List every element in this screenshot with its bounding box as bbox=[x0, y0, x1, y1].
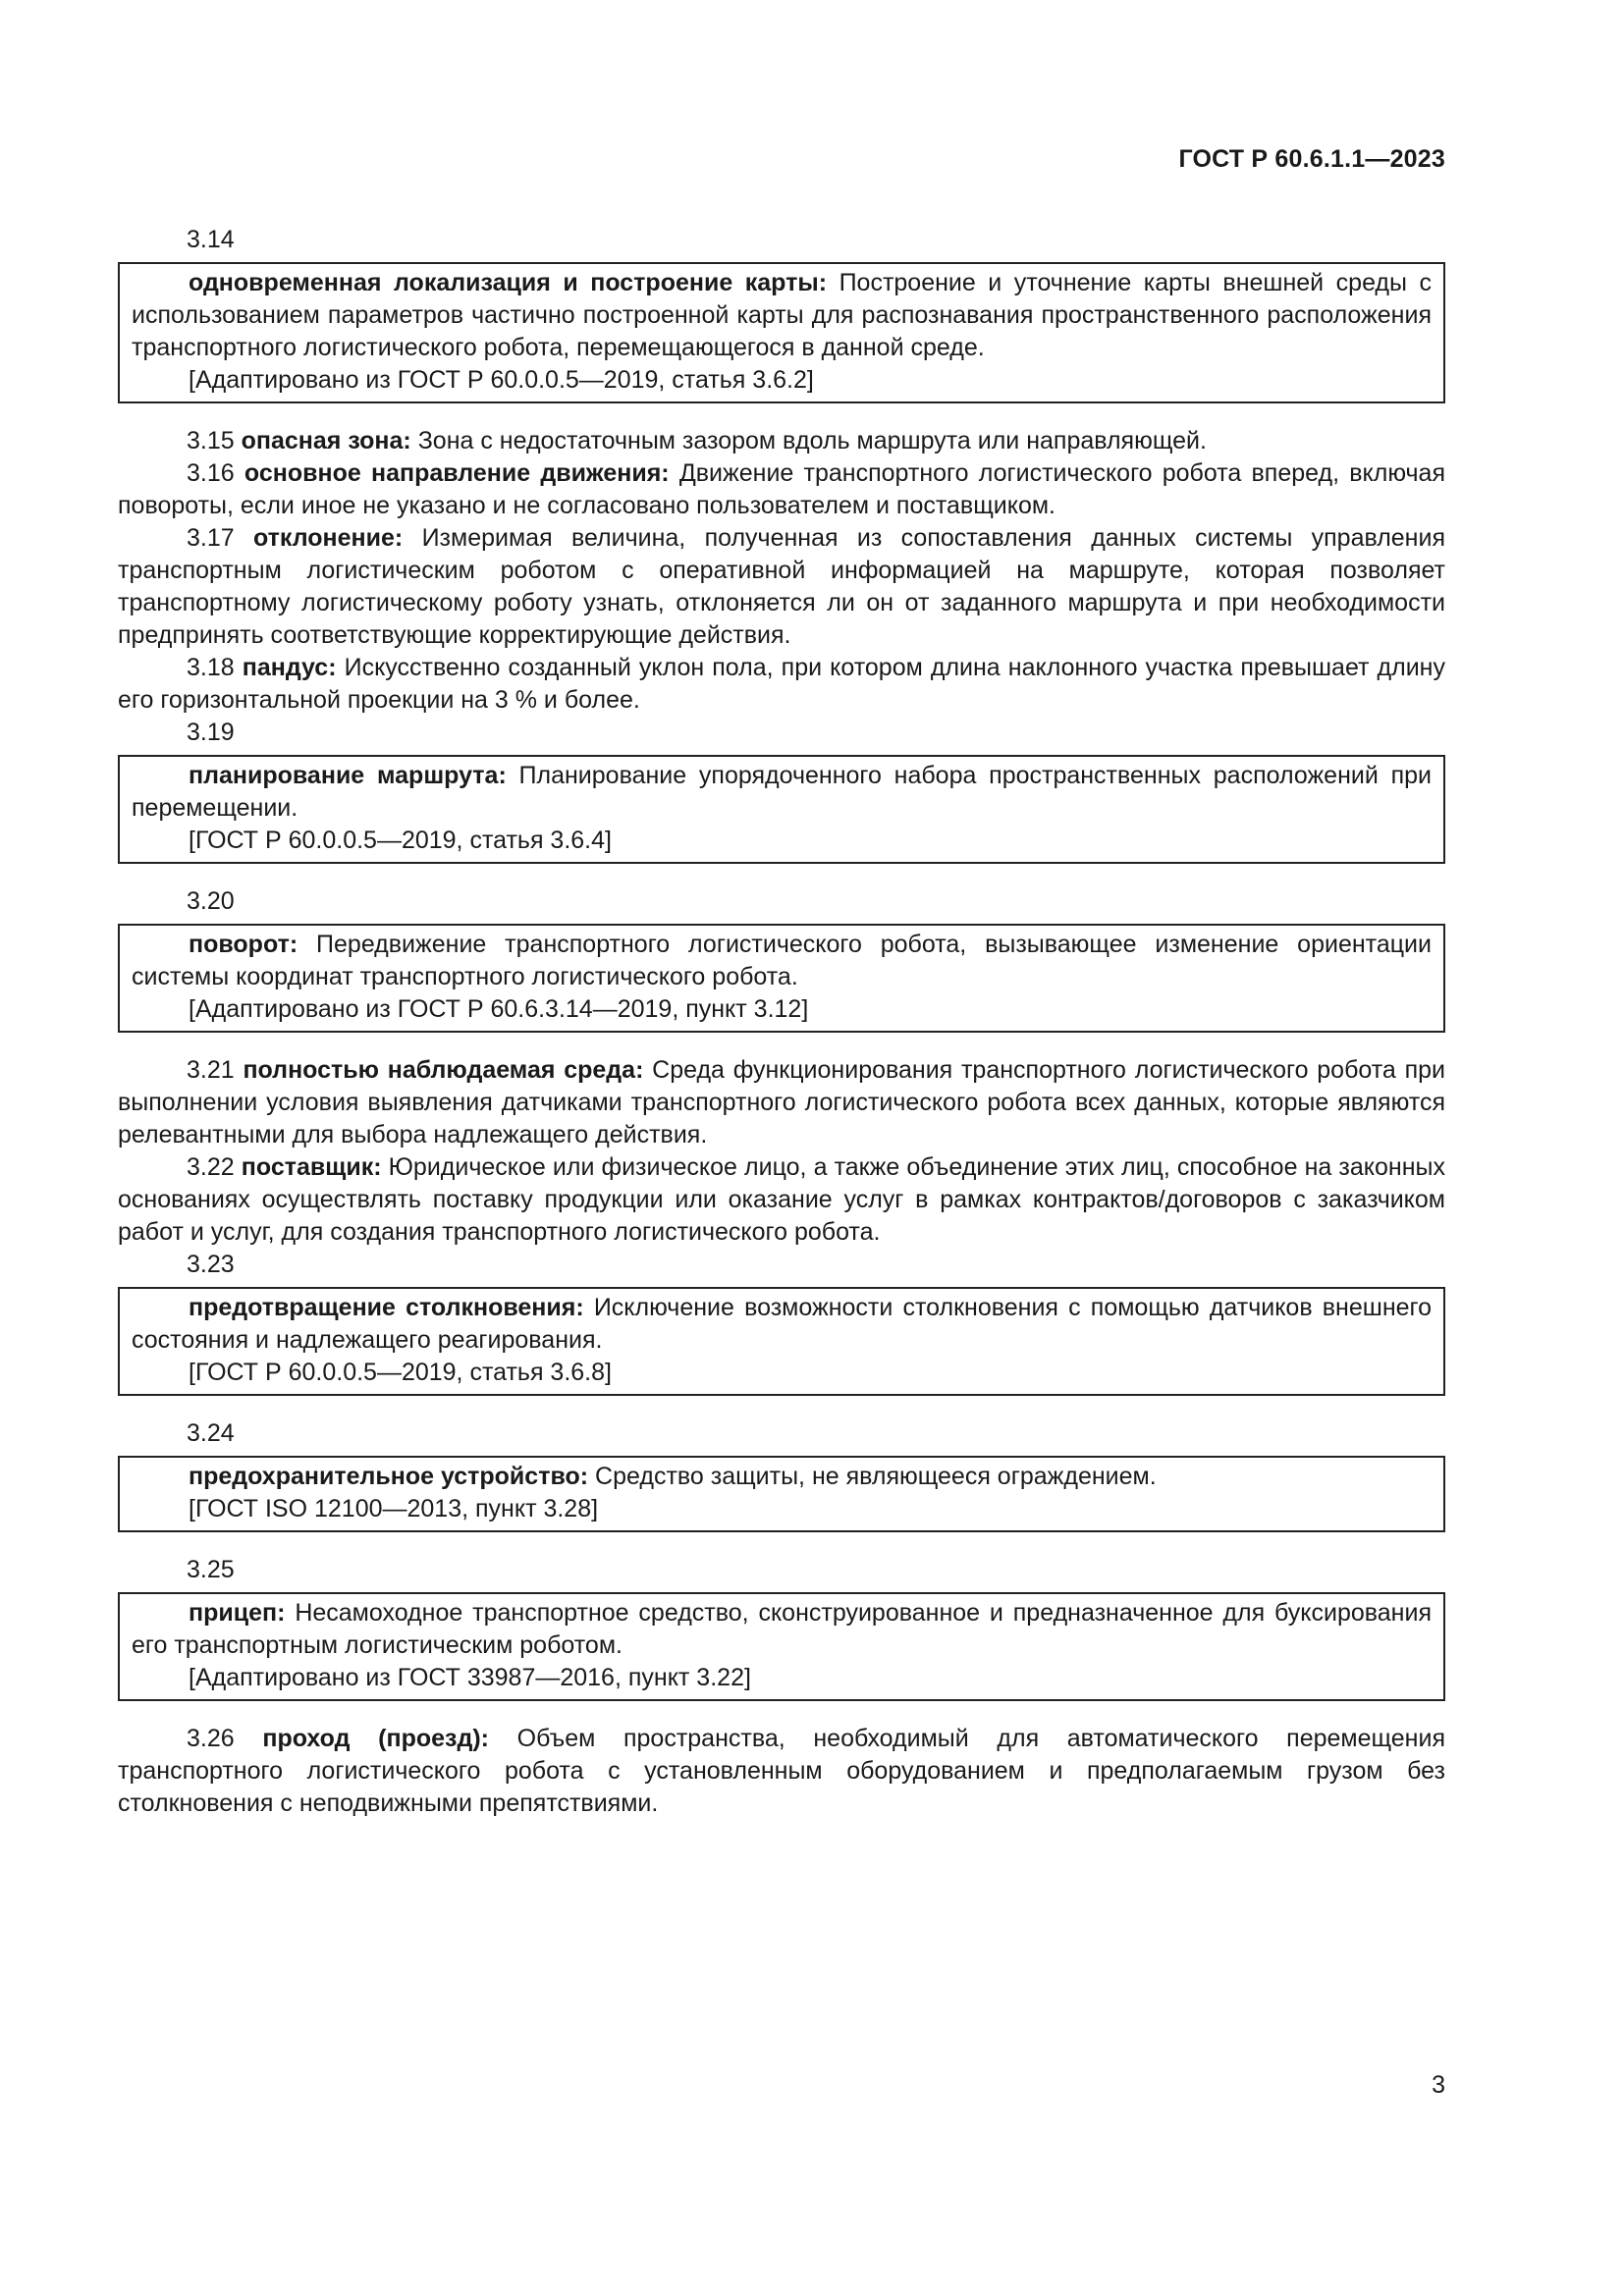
definition-text: Измеримая величина, полученная из сопоставления данных системы управления транспортным логистическим роботом с оперативной информацией на маршруте, которая позволяет транспортному логистическому роботу узнать, отклоняется ли он от заданного маршрута и при необходимости предпринять соответствующие корректирующие действия. bbox=[118, 524, 1445, 649]
entry-number: 3.22 bbox=[187, 1153, 235, 1181]
term-name: поворот: bbox=[189, 931, 298, 958]
term-paragraph bbox=[118, 457, 1445, 522]
term-definition bbox=[132, 1292, 1432, 1357]
term-paragraph bbox=[118, 1054, 1445, 1151]
definition-text: Среда функционирования транспортного логистического робота при выполнении условия выявления датчиками транспортного логистического робота всех данных, которые являются релевантными для выбора надлежащего действия. bbox=[118, 1056, 1445, 1148]
entry-number: 3.20 bbox=[187, 887, 235, 915]
page-content bbox=[118, 224, 1445, 1820]
term-name: основное направление движения: bbox=[244, 459, 670, 487]
term-definition bbox=[132, 267, 1432, 364]
term-box bbox=[118, 1287, 1445, 1396]
definition-text: Объем пространства, необходимый для автоматического перемещения транспортного логистического робота с установленным оборудованием и предполагаемым грузом без столкновения с неподвижными препятствиями. bbox=[118, 1725, 1445, 1817]
term-box bbox=[118, 755, 1445, 864]
term-box bbox=[118, 262, 1445, 403]
term-source: [ГОСТ ISO 12100—2013, пункт 3.28] bbox=[189, 1495, 599, 1522]
definition-text: Движение транспортного логистического робота вперед, включая повороты, если иное не указано и не согласовано пользователем и поставщиком. bbox=[118, 459, 1446, 519]
term-name: полностью наблюдаемая среда: bbox=[243, 1056, 644, 1084]
entry-number: 3.19 bbox=[187, 719, 235, 746]
definition-text: Зона с недостаточным зазором вдоль маршрута или направляющей. bbox=[410, 427, 1207, 454]
page-number: 3 bbox=[1432, 2071, 1445, 2099]
term-box bbox=[118, 1592, 1445, 1701]
term-paragraph bbox=[118, 652, 1445, 717]
entry-number: 3.25 bbox=[187, 1556, 235, 1583]
term-source: [Адаптировано из ГОСТ Р 60.6.3.14—2019, пункт 3.12] bbox=[189, 995, 809, 1023]
term-source: [Адаптировано из ГОСТ 33987—2016, пункт 3.22] bbox=[189, 1664, 751, 1691]
term-paragraph bbox=[118, 1151, 1445, 1249]
term-paragraph bbox=[118, 1723, 1445, 1820]
definition-text: Передвижение транспортного логистического робота, вызывающее изменение ориентации системы координат транспортного логистического робота. bbox=[132, 931, 1432, 990]
document-header: ГОСТ Р 60.6.1.1—2023 bbox=[1178, 145, 1445, 173]
definition-text: Искусственно созданный уклон пола, при котором длина наклонного участка превышает длину его горизонтальной проекции на 3 % и более. bbox=[118, 654, 1445, 714]
term-name: отклонение: bbox=[253, 524, 404, 552]
definition-text: Средство защиты, не являющееся ограждением. bbox=[588, 1463, 1157, 1490]
entry-number: 3.17 bbox=[187, 524, 235, 552]
definition-text: Исключение возможности столкновения с помощью датчиков внешнего состояния и надлежащего реагирования. bbox=[132, 1294, 1432, 1354]
entry-number: 3.14 bbox=[187, 226, 235, 253]
entry-number: 3.18 bbox=[187, 654, 235, 681]
term-paragraph bbox=[118, 425, 1445, 457]
entry-number: 3.21 bbox=[187, 1056, 235, 1084]
entry-number: 3.23 bbox=[187, 1251, 235, 1278]
term-definition bbox=[132, 1597, 1432, 1662]
term-paragraph bbox=[118, 522, 1445, 652]
entry-number: 3.26 bbox=[187, 1725, 235, 1752]
entry-number: 3.24 bbox=[187, 1419, 235, 1447]
term-name: прицеп: bbox=[189, 1599, 286, 1627]
term-definition bbox=[132, 1461, 1432, 1493]
definition-text: Юридическое или физическое лицо, а также объединение этих лиц, способное на законных основаниях осуществлять поставку продукции или оказание услуг в рамках контрактов/договоров с заказчиком работ и услуг, для создания транспортного логистического робота. bbox=[118, 1153, 1445, 1246]
term-box bbox=[118, 924, 1445, 1033]
term-name: поставщик: bbox=[241, 1153, 382, 1181]
definition-text: Несамоходное транспортное средство, сконструированное и предназначенное для буксирования его транспортным логистическим роботом. bbox=[132, 1599, 1432, 1659]
entry-number: 3.15 bbox=[187, 427, 235, 454]
term-source: [ГОСТ Р 60.0.0.5—2019, статья 3.6.8] bbox=[189, 1359, 612, 1386]
definition-text: Планирование упорядоченного набора пространственных расположений при перемещении. bbox=[132, 762, 1432, 822]
term-source: [Адаптировано из ГОСТ Р 60.0.0.5—2019, статья 3.6.2] bbox=[189, 366, 814, 394]
term-definition bbox=[132, 929, 1432, 993]
term-name: пандус: bbox=[242, 654, 337, 681]
term-name: одновременная локализация и построение карты: bbox=[189, 269, 828, 296]
entry-number: 3.16 bbox=[187, 459, 235, 487]
term-name: предохранительное устройство: bbox=[189, 1463, 589, 1490]
definition-text: Построение и уточнение карты внешней среды с использованием параметров частично построенной карты для распознавания пространственного расположения транспортного логистического робота, перемещающегося в данной среде. bbox=[132, 269, 1433, 361]
term-source: [ГОСТ Р 60.0.0.5—2019, статья 3.6.4] bbox=[189, 827, 612, 854]
term-box bbox=[118, 1456, 1445, 1532]
term-name: планирование маршрута: bbox=[189, 762, 507, 789]
term-name: предотвращение столкновения: bbox=[189, 1294, 584, 1321]
term-name: проход (проезд): bbox=[262, 1725, 489, 1752]
term-name: опасная зона: bbox=[241, 427, 411, 454]
term-definition bbox=[132, 760, 1432, 825]
